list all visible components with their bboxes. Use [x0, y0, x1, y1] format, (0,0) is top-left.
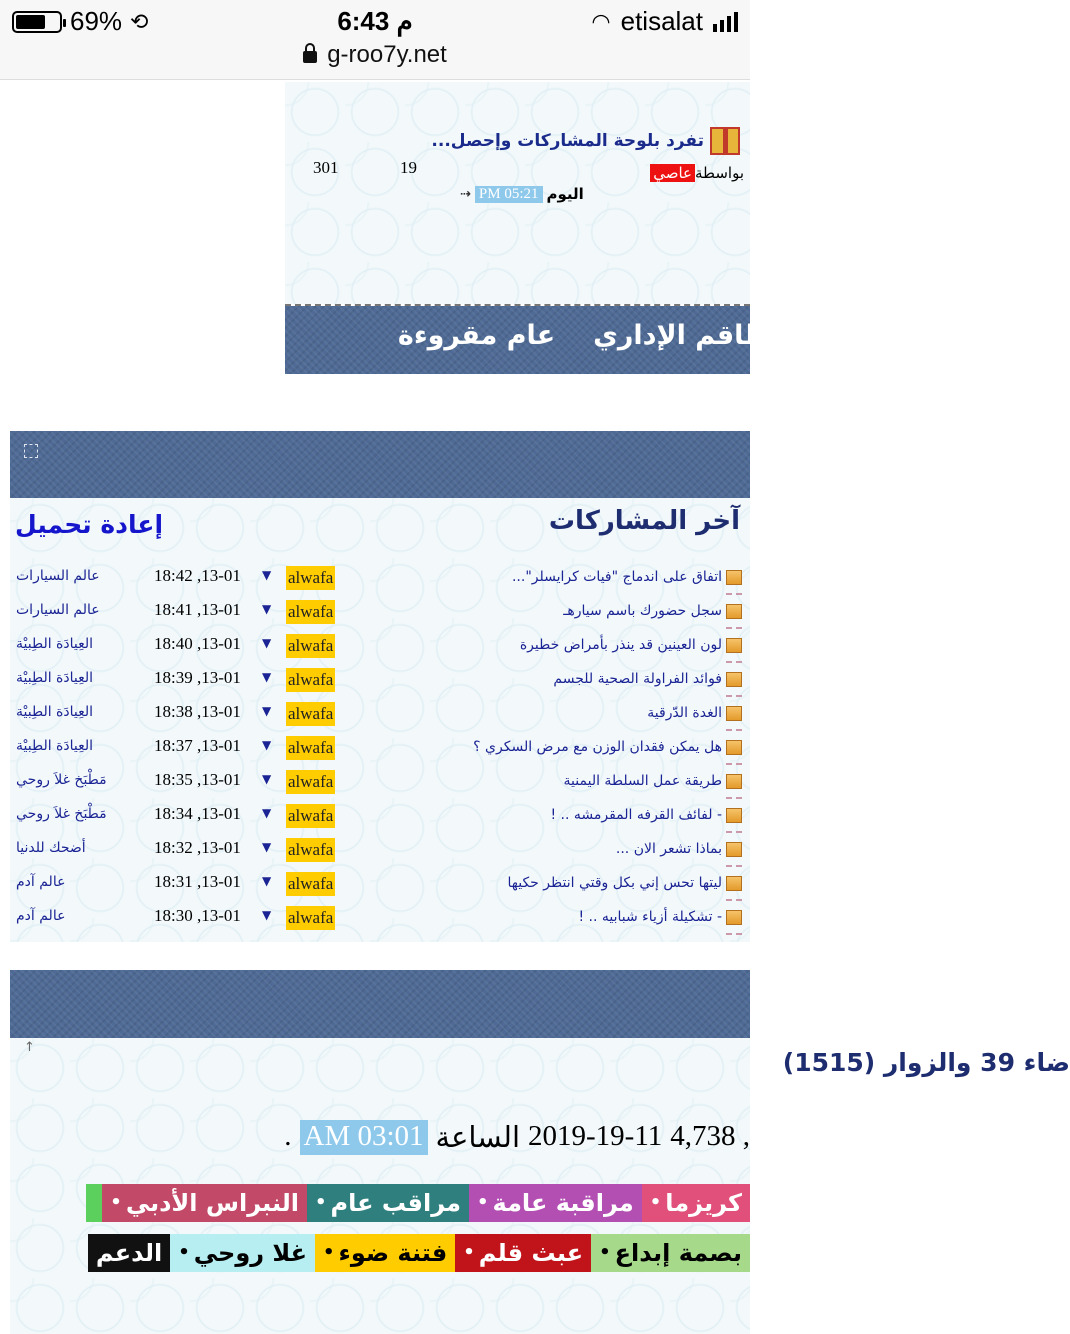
row-divider	[726, 933, 742, 935]
post-topic-link[interactable]	[553, 671, 742, 687]
stats-prefix: , 4,738	[670, 1120, 750, 1152]
post-time: 18:40 ,13-01	[154, 634, 241, 653]
post-topic-link[interactable]	[512, 569, 742, 585]
group-badge[interactable]	[102, 1184, 307, 1222]
post-row	[10, 734, 750, 768]
post-time: 18:37 ,13-01	[154, 736, 241, 755]
nav-staff-link[interactable]: الطاقم الإداري	[593, 320, 790, 351]
thread-icon	[726, 570, 742, 585]
group-badge-label: عبث قلم	[478, 1239, 584, 1267]
user-menu-icon[interactable]: ▼	[262, 636, 272, 650]
reload-button[interactable]: إعادة تحميل	[15, 510, 164, 539]
post-row	[10, 870, 750, 904]
post-time: PM 05:21	[475, 186, 543, 203]
post-topic-text[interactable]: هل يمكن فقدان الوزن مع مرض السكري ؟	[473, 739, 722, 755]
thread-icon	[726, 604, 742, 619]
replies-count: 19	[400, 158, 417, 177]
group-badge-label: فتنة ضوء	[338, 1239, 448, 1267]
groups-row-2	[10, 1234, 750, 1278]
top-thread-block	[285, 82, 750, 304]
thread-icon	[726, 706, 742, 721]
row-divider	[726, 899, 742, 901]
post-topic-link[interactable]	[647, 705, 742, 721]
post-forum-link[interactable]: العِيادَة الطِبيْة	[16, 704, 94, 720]
post-topic-link[interactable]	[563, 603, 742, 619]
post-topic-text[interactable]: لون العينين قد ينذر بأمراض خطيرة	[519, 637, 722, 653]
user-menu-icon[interactable]: ▼	[262, 738, 272, 752]
group-badge-label: بصمة إبداع	[614, 1239, 742, 1267]
stats-date: 2019-19-11	[528, 1120, 663, 1152]
thread-icon	[726, 740, 742, 755]
day-label: اليوم	[546, 185, 584, 203]
group-badge-label: النبراس الأدبي	[125, 1189, 299, 1217]
group-badge-label: مراقب عام	[330, 1189, 461, 1217]
url-text: g-roo7y.net	[327, 41, 447, 68]
post-time: 18:39 ,13-01	[154, 668, 241, 687]
thread-icon	[726, 842, 742, 857]
post-user-link[interactable]: alwafa	[286, 566, 335, 590]
nav-band	[285, 306, 790, 374]
thread-title[interactable]	[431, 127, 740, 155]
post-time: 18:32 ,13-01	[154, 838, 241, 857]
user-menu-icon[interactable]: ▼	[262, 806, 272, 820]
thread-icon	[726, 808, 742, 823]
group-badge-label: كريزما	[665, 1189, 742, 1217]
group-badge[interactable]	[88, 1234, 170, 1272]
post-row	[10, 598, 750, 632]
by-label: بواسطة	[694, 164, 744, 182]
row-divider	[726, 593, 742, 595]
post-row	[10, 666, 750, 700]
group-badge-label: غلا روحي	[193, 1239, 308, 1267]
user-menu-icon[interactable]: ▼	[262, 568, 272, 582]
bullet-icon: •	[477, 1192, 489, 1213]
post-row	[10, 802, 750, 836]
group-badge[interactable]	[642, 1184, 750, 1222]
post-user-link[interactable]: alwafa	[286, 600, 335, 624]
author-link[interactable]: عاصي	[650, 164, 695, 182]
signal-icon	[713, 12, 738, 32]
post-row	[10, 632, 750, 666]
post-time: 18:42 ,13-01	[154, 566, 241, 585]
post-topic-text[interactable]: طريقة عمل السلطة اليمنية	[563, 773, 722, 789]
post-user-link[interactable]: alwafa	[286, 770, 335, 794]
post-topic-text[interactable]: اتفاق على اندماج "فيات كرايسلر"...	[511, 569, 722, 585]
bullet-icon: •	[599, 1242, 611, 1263]
group-badge[interactable]	[86, 1184, 102, 1222]
post-topic-text[interactable]: بماذا تشعر الان ...	[615, 841, 722, 857]
nav-read-link[interactable]: عام مقروءة	[397, 320, 556, 351]
post-user-link[interactable]: alwafa	[286, 838, 335, 862]
date-line	[460, 185, 584, 203]
stats-header-band	[10, 970, 750, 1038]
post-row	[10, 904, 750, 938]
user-menu-icon[interactable]: ▼	[262, 874, 272, 888]
wifi-icon: ◠	[591, 8, 611, 34]
bullet-icon: •	[323, 1242, 335, 1263]
post-time: 18:38 ,13-01	[154, 702, 241, 721]
group-badge[interactable]	[315, 1234, 455, 1272]
stats-line	[284, 1120, 750, 1155]
user-menu-icon[interactable]: ▼	[262, 908, 272, 922]
thread-icon	[726, 876, 742, 891]
latest-posts-title: آخر المشاركات	[548, 506, 740, 536]
post-forum-link[interactable]: أضحك للدنيا	[16, 840, 86, 856]
row-divider	[726, 627, 742, 629]
bullet-icon: •	[314, 1192, 327, 1213]
row-divider	[726, 729, 742, 731]
post-forum-link[interactable]: عالم السيارات	[16, 568, 100, 584]
rotation-lock-icon: ⟲	[130, 8, 149, 34]
thread-icon	[726, 638, 742, 653]
row-divider	[726, 763, 742, 765]
battery-percent: 69%	[70, 6, 123, 36]
thread-icon	[726, 672, 742, 687]
post-topic-link[interactable]	[564, 773, 742, 789]
status-right	[591, 6, 738, 37]
group-badge[interactable]	[469, 1184, 642, 1222]
row-divider	[726, 797, 742, 799]
group-badge[interactable]	[170, 1234, 315, 1272]
post-topic-link[interactable]	[508, 875, 743, 891]
bullet-icon: •	[463, 1242, 475, 1263]
post-user-link[interactable]: alwafa	[286, 872, 335, 896]
post-time: 18:31 ,13-01	[154, 872, 241, 891]
stats-time: AM 03:01	[300, 1120, 428, 1155]
user-menu-icon[interactable]: ▼	[262, 840, 272, 854]
post-topic-link[interactable]	[550, 807, 742, 823]
group-badge[interactable]	[591, 1234, 750, 1272]
stats-line-wrap	[10, 1110, 750, 1160]
by-line	[650, 164, 744, 182]
group-badge[interactable]	[455, 1234, 591, 1272]
post-forum-link[interactable]: عالم آدم	[16, 908, 66, 924]
collapse-arrow-icon[interactable]: ↑	[24, 1040, 35, 1055]
post-topic-link[interactable]	[616, 841, 742, 857]
post-forum-link[interactable]: العِيادَة الطِبيْة	[16, 670, 94, 686]
stats-block	[10, 1038, 1070, 1334]
views-count: 301	[313, 158, 339, 177]
row-divider	[726, 831, 742, 833]
group-badge-label: مراقبة عامة	[492, 1189, 634, 1217]
thread-title-text[interactable]: تفرد بلوحة المشاركات وإحصل...	[431, 131, 704, 151]
stats-hour-label: الساعة	[435, 1122, 520, 1154]
row-divider	[726, 865, 742, 867]
group-badge-label: الدعم	[95, 1239, 163, 1267]
user-menu-icon[interactable]: ▼	[262, 602, 272, 616]
members-wrap	[10, 1038, 1070, 1098]
stats-end: .	[284, 1120, 292, 1152]
post-row	[10, 768, 750, 802]
groups-list-1	[86, 1184, 750, 1222]
post-time: 18:41 ,13-01	[154, 600, 241, 619]
user-menu-icon[interactable]: ▼	[262, 704, 272, 718]
latest-posts-block	[10, 498, 750, 942]
post-forum-link[interactable]: مَطْبَخ غلاَ روحي	[16, 772, 107, 788]
thread-icon	[726, 910, 742, 925]
bullet-icon: •	[178, 1242, 190, 1263]
row-divider	[726, 661, 742, 663]
bullet-icon: •	[649, 1192, 662, 1213]
post-forum-link[interactable]: العِيادَة الطِبيْة	[16, 738, 94, 754]
post-row	[10, 564, 750, 598]
post-topic-text[interactable]: الغدة الدّرقية	[647, 705, 722, 721]
post-user-link[interactable]: alwafa	[286, 804, 335, 828]
thread-icon	[726, 774, 742, 789]
post-forum-link[interactable]: عالم السيارات	[16, 602, 100, 618]
post-topic-text[interactable]: سجل حضورك باسم سيارهـ	[563, 603, 722, 619]
nav-items	[398, 320, 790, 351]
clock: 6:43 م	[337, 6, 413, 36]
group-badge[interactable]	[307, 1184, 469, 1222]
post-time: 18:34 ,13-01	[154, 804, 241, 823]
lock-icon	[303, 51, 317, 63]
go-to-last-post-icon[interactable]: ⇢	[460, 186, 471, 202]
bullet-icon: •	[110, 1192, 122, 1213]
post-time: 18:30 ,13-01	[154, 906, 241, 925]
groups-row-1	[10, 1184, 750, 1228]
post-topic-text[interactable]: - تشكيلة أزياء شبابيه .. !	[578, 909, 722, 925]
groups-list-2	[88, 1234, 750, 1272]
carrier-name: etisalat	[620, 6, 703, 36]
post-time: 18:35 ,13-01	[154, 770, 241, 789]
latest-posts-header-band	[10, 431, 750, 498]
online-members-line: ضاء 39 والزوار (1515)	[782, 1048, 1070, 1077]
post-forum-link[interactable]: العِيادَة الطِبيْة	[16, 636, 94, 652]
post-user-link[interactable]: alwafa	[286, 906, 335, 930]
post-topic-link[interactable]	[520, 637, 742, 653]
post-topic-link[interactable]	[578, 909, 742, 925]
post-user-link[interactable]: alwafa	[286, 702, 335, 726]
address-bar[interactable]	[0, 40, 750, 80]
post-row	[10, 836, 750, 870]
row-divider	[726, 695, 742, 697]
post-topic-text[interactable]: - لفائف القرفه المقرمشه .. !	[550, 807, 722, 823]
post-topic-text[interactable]: ليتها تحس إني بكل وقتي انتظر حكيها	[507, 875, 722, 891]
status-bar	[0, 0, 750, 40]
user-menu-icon[interactable]: ▼	[262, 670, 272, 684]
post-user-link[interactable]: alwafa	[286, 736, 335, 760]
post-forum-link[interactable]: عالم آدم	[16, 874, 66, 890]
post-row	[10, 700, 750, 734]
post-forum-link[interactable]: مَطْبَخ غلاَ روحي	[16, 806, 107, 822]
collapse-toggle-icon[interactable]	[24, 444, 38, 458]
post-topic-link[interactable]	[473, 739, 742, 755]
post-topic-text[interactable]: فوائد الفراولة الصحية للجسم	[553, 671, 722, 687]
post-user-link[interactable]: alwafa	[286, 668, 335, 692]
gift-icon	[710, 127, 740, 155]
user-menu-icon[interactable]: ▼	[262, 772, 272, 786]
post-user-link[interactable]: alwafa	[286, 634, 335, 658]
